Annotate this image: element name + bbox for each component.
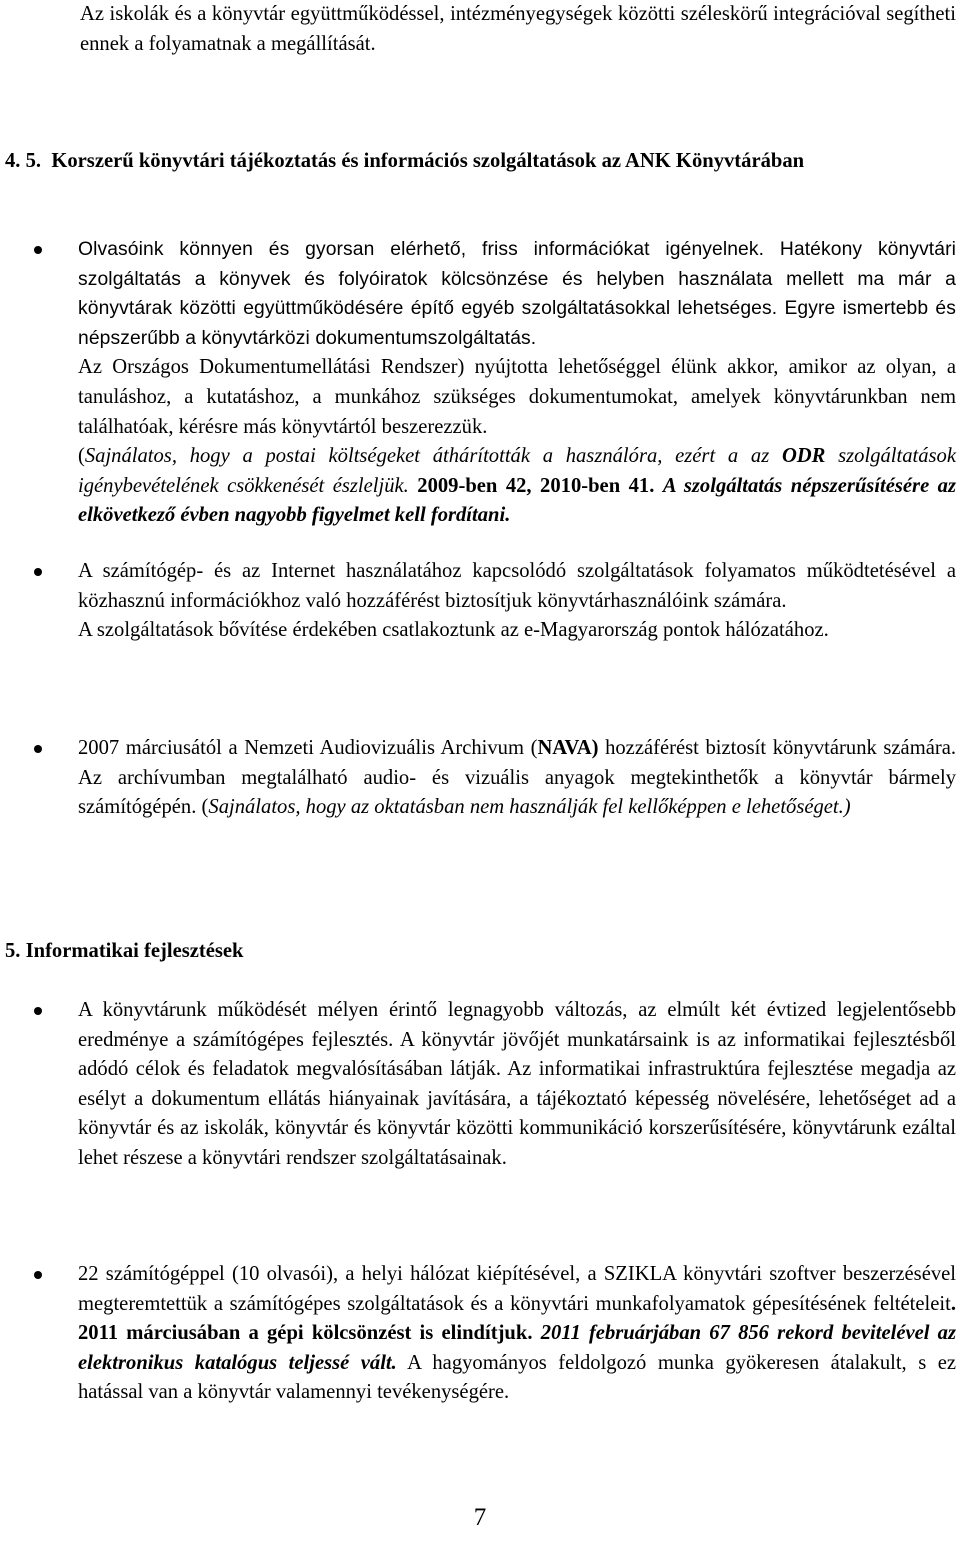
- bold-italic-text: ODR: [781, 445, 826, 468]
- italic-text: szolgáltatások igénybevételének csökkenését észleljük.: [78, 445, 956, 497]
- bullet-paragraph: (Sajnálatos, hogy a postai költségeket áthárították a használóra, ezért a az ODR szolgáltatások igénybevételének csökkenését észleljük. 2009-ben 42, 2010-ben 41. A szolgáltatás népszerűsítésére az elkövetkező évben nagyobb figyelmet kell fordítani.: [78, 445, 956, 527]
- italic-text: Sajnálatos, hogy a postai költségeket áthárították a használóra, ezért a az: [84, 445, 782, 468]
- bullet-paragraph: A számítógép- és az Internet használatához kapcsolódó szolgáltatások folyamatos működtetésével a közhasznú információkhoz való hozzáférést biztosítjuk könyvtárhasználóink számára.: [78, 560, 956, 612]
- list-item: 22 számítógéppel (10 olvasói), a helyi hálózat kiépítésével, a SZIKLA könyvtári szoftver beszerzésével megteremtettük a számítógépes szolgáltatások és a könyvtári munkafolyamatok gépesítésének feltételeit. 2011 márciusában a gépi kölcsönzést is elindítjuk. 2011 februárjában 67 856 rekord bevitelével az elektronikus katalógus teljessé vált. A hagyományos feldolgozó munka gyökeresen átalakult, s ez hatással van a könyvtár valamennyi tevékenységére.: [78, 1260, 956, 1408]
- section-number: 4. 5.: [5, 150, 42, 172]
- bullet-paragraph: A szolgáltatások bővítése érdekében csatlakoztunk az e-Magyarország pontok hálózatához.: [78, 619, 829, 642]
- section-heading-5: [5, 937, 956, 967]
- bold-text: . 2011 márciusában a gépi kölcsönzést is elindítjuk.: [78, 1292, 956, 1345]
- bold-text: 2009-ben 42, 2010-ben 41.: [417, 474, 663, 497]
- list-item: [78, 557, 956, 646]
- section-title: Informatikai fejlesztések: [25, 940, 244, 962]
- bold-text: NAVA): [537, 737, 599, 759]
- section-heading-4-5: [5, 147, 956, 177]
- italic-text: Sajnálatos, hogy az oktatásban nem használják fel kellőképpen e lehetőséget.): [208, 796, 851, 819]
- section-title: Korszerű könyvtári tájékoztatás és információs szolgáltatások az ANK Könyvtárában: [51, 150, 805, 172]
- intro-paragraph: Az iskolák és a könyvtár együttműködéssel, intézményegységek közötti széleskörű integrációval segítheti ennek a folyamatnak a megállítását.: [80, 3, 956, 55]
- page-number: 7: [473, 1504, 487, 1531]
- bold-italic-text: 2011 februárjában 67 856 rekord bevitelével az elektronikus katalógus teljessé vált.: [78, 1322, 956, 1374]
- list-item: A könyvtárunk működését mélyen érintő legnagyobb változás, az elmúlt két évtized legjelentősebb eredménye a számítógépes fejlesztés. A könyvtár jövőjét munkatársaink is az informatikai fejlesztésből adódó célok és feladatok megvalósításában látják. Az informatikai infrastruktúra fejlesztése megadja az esélyt a dokumentum ellátás hiányainak javítására, a tájékoztató képesség növelésére, lehetőséget ad a könyvtár és az iskolák, könyvtár és könyvtár közötti kommunikáció korszerűsítésére, könyvtárunk ezáltal lehet részese a könyvtári rendszer szolgáltatásainak.: [78, 996, 956, 1174]
- odr-text: Az Országos Dokumentumellátási Rendszer) nyújtotta lehetőséggel élünk akkor, amikor az olyan, a tanuláshoz, a kutatáshoz, a munkához szükséges dokumentumokat, amelyek könyvtárunkban nem találhatóak, kérésre más könyvtártól beszerezzük.: [78, 356, 956, 438]
- bullet-paragraph: [78, 353, 956, 442]
- bold-italic-text: A szolgáltatás népszerűsítésére az elkövetkező évben nagyobb figyelmet kell fordítani.: [78, 474, 956, 527]
- list-item: 2007 márciusától a Nemzeti Audiovizuális Archivum (NAVA) hozzáférést biztosít könyvtárunk számára. Az archívumban megtalálható audio- és vizuális anyagok megtekinthetők a könyvtár bármely számítógépén. (Sajnálatos, hogy az oktatásban nem használják fel kellőképpen e lehetőséget.): [78, 734, 956, 823]
- list-item: [78, 235, 956, 531]
- section-number: 5.: [5, 940, 21, 962]
- bullet-paragraph: Olvasóink könnyen és gyorsan elérhető, friss információkat igényelnek. Hatékony könyvtári szolgáltatás a könyvek és folyóiratok kölcsönzése és helyben használata mellett ma már a könyvtárak közötti együttműködésére építő egyéb szolgáltatásokkal lehetséges. Egyre ismertebb és népszerűbb a könyvtárközi dokumentumszolgáltatás.: [78, 239, 956, 349]
